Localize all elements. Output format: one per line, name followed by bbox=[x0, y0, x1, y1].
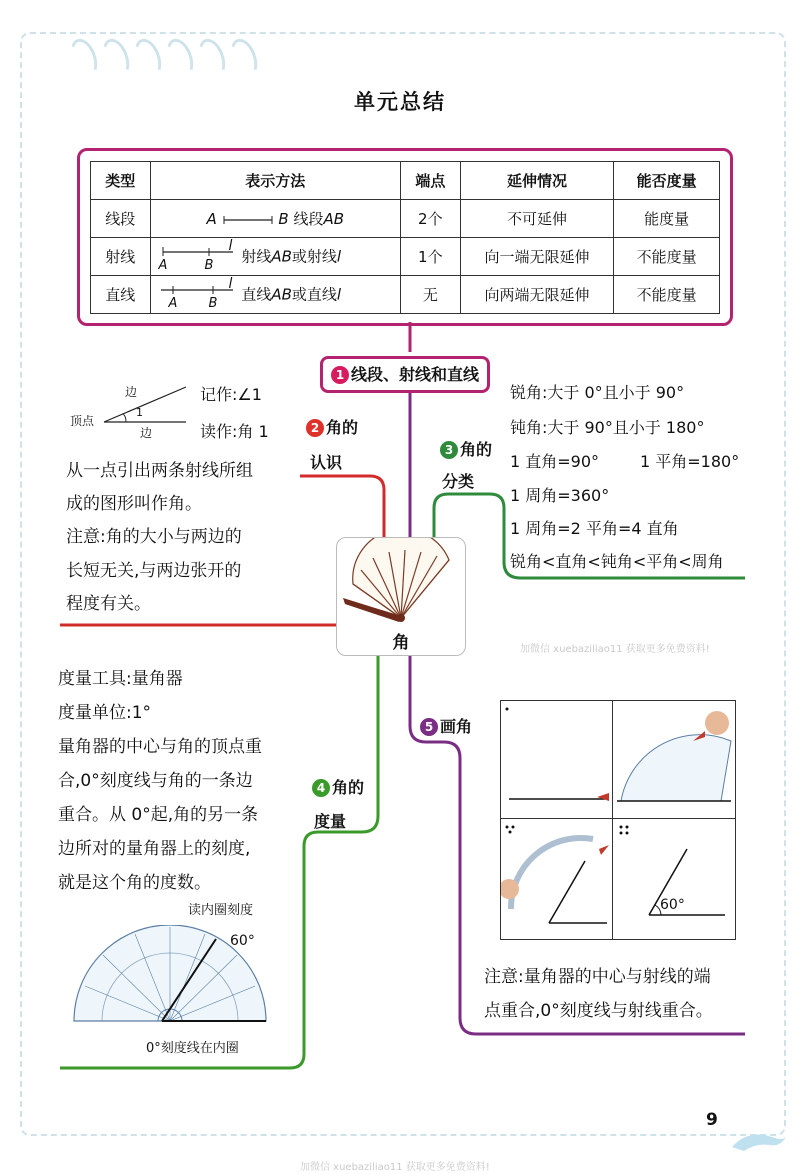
cell-measurable: 不能度量 bbox=[614, 276, 720, 314]
step-photo-2 bbox=[612, 700, 736, 820]
node-label: 认识 bbox=[310, 453, 343, 472]
node-label: 角的 bbox=[460, 440, 493, 459]
protractor-degree: 60° bbox=[230, 933, 255, 949]
classification-item: 锐角<直角<钝角<平角<周角 bbox=[510, 552, 724, 571]
notation-word: 直线 bbox=[241, 285, 272, 303]
cell-endpoints: 无 bbox=[401, 276, 461, 314]
measure-line: 度量单位:1° bbox=[58, 703, 152, 723]
protractor-caption: 读内圈刻度 bbox=[188, 903, 254, 918]
cell-type: 射线 bbox=[91, 238, 151, 276]
step-drawing bbox=[613, 819, 735, 939]
angle-note: 长短无关,与两边张开的 bbox=[66, 561, 242, 581]
measure-line: 度量工具:量角器 bbox=[58, 669, 183, 689]
page-number: 9 bbox=[706, 1110, 718, 1130]
point-label: A bbox=[158, 257, 168, 273]
node-label: 角的 bbox=[326, 418, 359, 437]
node-label: 线段、射线和直线 bbox=[351, 365, 480, 384]
angle-side-label: 边 bbox=[125, 385, 138, 399]
step-photo-4 bbox=[612, 818, 736, 940]
node-label: 度量 bbox=[314, 812, 347, 831]
step-photo-3 bbox=[500, 818, 614, 940]
fan-icon bbox=[337, 538, 465, 626]
notation-word: 线段 bbox=[293, 210, 324, 228]
notation-word: 或直线 bbox=[291, 285, 337, 303]
node-label: 分类 bbox=[442, 472, 475, 491]
measure-line: 合,0°刻度线与角的一条边 bbox=[58, 771, 253, 791]
node-label: 画角 bbox=[440, 717, 473, 736]
notation-var: l bbox=[336, 285, 342, 303]
angle-definition: 从一点引出两条射线所组 bbox=[66, 461, 253, 481]
step-drawing bbox=[613, 701, 735, 819]
cell-type: 线段 bbox=[91, 200, 151, 238]
node-number-badge: 5 bbox=[420, 718, 438, 736]
point-label: B bbox=[208, 295, 218, 311]
node-angle-measurement bbox=[312, 778, 364, 797]
watermark: 加微信 xuebaziliao11 获取更多免费资料! bbox=[520, 644, 710, 655]
node-draw-angle bbox=[420, 717, 472, 736]
classification-item: 1 平角=180° bbox=[640, 452, 740, 471]
cell-measurable: 不能度量 bbox=[614, 238, 720, 276]
cell-extension: 向一端无限延伸 bbox=[460, 238, 614, 276]
classification-item: 1 周角=2 平角=4 直角 bbox=[510, 519, 679, 538]
angle-note: 程度有关。 bbox=[66, 594, 151, 614]
column-header: 表示方法 bbox=[150, 162, 401, 200]
point-label: B bbox=[278, 210, 289, 228]
angle-read-notation: 读作:角 1 bbox=[200, 422, 269, 441]
angle-write-notation: 记作:∠1 bbox=[200, 385, 262, 404]
measure-line: 重合。从 0°起,角的另一条 bbox=[58, 805, 259, 825]
node-angle-concept bbox=[306, 418, 358, 437]
node-number-badge: 2 bbox=[306, 419, 324, 437]
drawing-note: 点重合,0°刻度线与射线重合。 bbox=[484, 1001, 713, 1021]
watermark: 加微信 xuebaziliao11 获取更多免费资料! bbox=[300, 1162, 490, 1173]
center-label: 角 bbox=[392, 633, 410, 653]
cell-endpoints: 2个 bbox=[401, 200, 461, 238]
column-header: 能否度量 bbox=[614, 162, 720, 200]
cell-endpoints: 1个 bbox=[401, 238, 461, 276]
cell-extension: 不可延伸 bbox=[460, 200, 614, 238]
cell-extension: 向两端无限延伸 bbox=[460, 276, 614, 314]
angle-number-label: 1 bbox=[136, 406, 143, 419]
photo-degree-label: 60° bbox=[660, 897, 685, 913]
measure-line: 量角器的中心与角的顶点重 bbox=[58, 737, 262, 757]
page-title: 单元总结 bbox=[354, 90, 446, 114]
step-photo-1 bbox=[500, 700, 614, 820]
protractor-caption: 0°刻度线在内圈 bbox=[146, 1041, 239, 1056]
center-node-angle bbox=[336, 537, 466, 656]
column-header: 延伸情况 bbox=[460, 162, 614, 200]
node-number-badge: 1 bbox=[331, 366, 349, 384]
measure-line: 就是这个角的度数。 bbox=[58, 873, 211, 893]
line-label: l bbox=[228, 275, 233, 292]
node-number-badge: 4 bbox=[312, 779, 330, 797]
drawing-note: 注意:量角器的中心与射线的端 bbox=[484, 967, 711, 987]
step-drawing bbox=[501, 701, 613, 819]
notation-var: AB bbox=[271, 285, 292, 303]
dolphin-icon bbox=[728, 1125, 788, 1155]
classification-item: 1 周角=360° bbox=[510, 486, 610, 505]
cell-measurable: 能度量 bbox=[614, 200, 720, 238]
measure-line: 边所对的量角器上的刻度, bbox=[58, 839, 251, 859]
angle-note: 注意:角的大小与两边的 bbox=[66, 527, 242, 547]
notation-var: l bbox=[336, 247, 342, 265]
cell-type: 直线 bbox=[91, 276, 151, 314]
step-drawing bbox=[501, 819, 613, 939]
angle-vertex-label: 顶点 bbox=[70, 414, 95, 428]
node-angle-classification bbox=[440, 440, 492, 459]
node-label: 角的 bbox=[332, 778, 365, 797]
node-number-badge: 3 bbox=[440, 441, 458, 459]
column-header: 端点 bbox=[401, 162, 461, 200]
point-label: B bbox=[204, 257, 214, 273]
point-label: A bbox=[206, 210, 217, 228]
line-label: l bbox=[228, 237, 233, 254]
classification-item: 1 直角=90° bbox=[510, 452, 600, 471]
column-header: 类型 bbox=[91, 162, 151, 200]
notation-word: 射线 bbox=[241, 247, 272, 265]
classification-item: 钝角:大于 90°且小于 180° bbox=[510, 418, 705, 437]
angle-definition: 成的图形叫作角。 bbox=[66, 494, 202, 514]
angle-side-label: 边 bbox=[140, 426, 153, 440]
classification-item: 锐角:大于 0°且小于 90° bbox=[510, 383, 685, 402]
notation-var: AB bbox=[323, 210, 345, 228]
node-segment-ray-line bbox=[320, 356, 490, 393]
point-label: A bbox=[168, 295, 178, 311]
notation-var: AB bbox=[271, 247, 292, 265]
notation-word: 或射线 bbox=[291, 247, 337, 265]
